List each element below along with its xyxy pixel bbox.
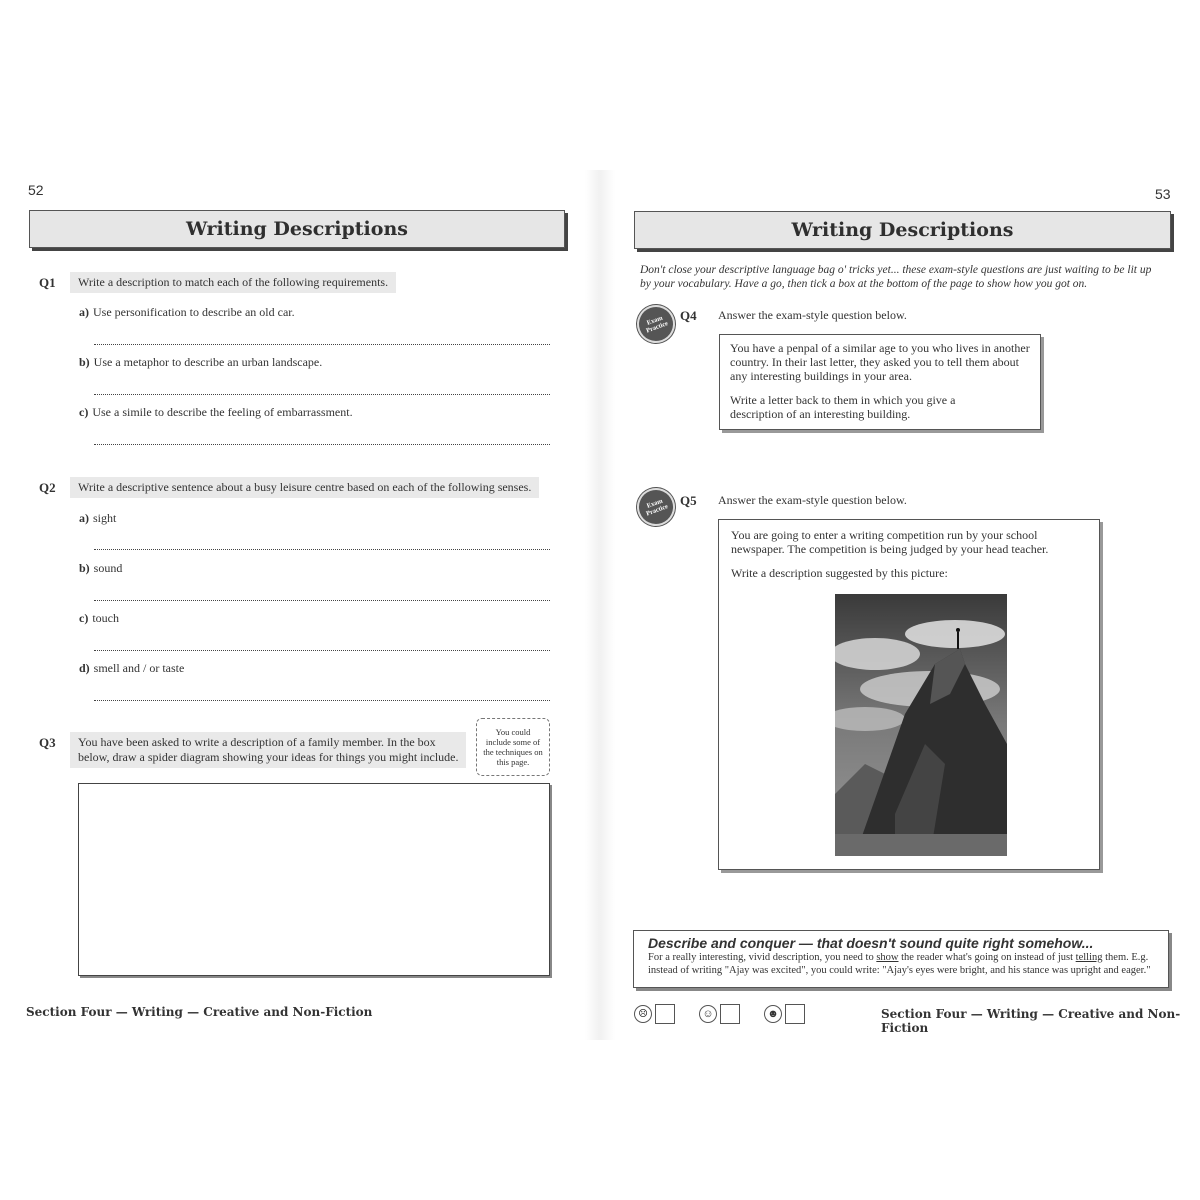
q2-number: Q2 xyxy=(39,480,56,495)
self-assessment-sad xyxy=(634,1004,675,1024)
right-title-text: Writing Descriptions xyxy=(791,219,1014,241)
q2-answer-line-c[interactable] xyxy=(94,650,550,651)
exam-practice-badge-q5 xyxy=(632,483,681,532)
q2-part-a-letter: a) xyxy=(79,511,89,525)
q2-part-d xyxy=(79,661,184,676)
q1-part-b-letter: b) xyxy=(79,355,90,369)
left-footer: Section Four — Writing — Creative and Non-Fiction xyxy=(26,1005,373,1019)
q1-number: Q1 xyxy=(39,275,56,290)
q1-answer-line-a[interactable] xyxy=(94,344,550,345)
right-footer: Section Four — Writing — Creative and Non-Fiction xyxy=(881,1007,1181,1035)
q3-prompt-line-1: You have been asked to write a description of a family member. In the box xyxy=(78,735,436,749)
mountain-climber-photo xyxy=(835,594,1007,856)
q4-paragraph-1: You have a penpal of a similar age to you who lives in another country. In their last letter, they asked you to tell them about any interesting buildings in your area. xyxy=(730,341,1030,383)
tip-show: show xyxy=(876,952,899,963)
exam-practice-badge-q4-text: Exam Practice xyxy=(645,314,670,335)
q2-part-a xyxy=(79,511,116,526)
q2-part-c-letter: c) xyxy=(79,611,89,625)
q2-answer-line-a[interactable] xyxy=(94,549,550,550)
q3-tip-text: You could include some of the techniques on this page. xyxy=(483,727,543,767)
left-page-number: 52 xyxy=(28,182,44,198)
right-page-title xyxy=(634,211,1171,249)
q2-prompt: Write a descriptive sentence about a busy leisure centre based on each of the following senses. xyxy=(70,477,539,498)
q2-part-d-text: smell and / or taste xyxy=(93,661,185,675)
q5-paragraph-1: You are going to enter a writing competition run by your school newspaper. The competition is being judged by your head teacher. xyxy=(731,528,1049,556)
left-page-title xyxy=(29,210,565,248)
book-spine xyxy=(585,170,615,1040)
q1-answer-line-c[interactable] xyxy=(94,444,550,445)
q1-part-c xyxy=(79,405,353,420)
neutral-face-icon: ☺ xyxy=(699,1005,717,1023)
q4-question-box xyxy=(719,334,1041,430)
q2-part-b-text: sound xyxy=(93,561,123,575)
tick-box-neutral[interactable] xyxy=(720,1004,740,1024)
q1-part-a-letter: a) xyxy=(79,305,89,319)
q1-part-c-text: Use a simile to describe the feeling of embarrassment. xyxy=(92,405,353,419)
sad-face-icon: ☹ xyxy=(634,1005,652,1023)
q2-part-b-letter: b) xyxy=(79,561,90,575)
tick-box-happy[interactable] xyxy=(785,1004,805,1024)
q2-answer-line-d[interactable] xyxy=(94,700,550,701)
q1-part-a xyxy=(79,305,295,320)
q5-prompt: Answer the exam-style question below. xyxy=(718,493,907,507)
tip-text-a: For a really interesting, vivid description, you need to xyxy=(648,952,877,963)
tip-body xyxy=(648,951,1154,977)
q4-number: Q4 xyxy=(680,308,697,323)
q5-paragraph-2: Write a description suggested by this picture: xyxy=(731,566,948,580)
q1-answer-line-b[interactable] xyxy=(94,394,550,395)
tip-text-c: them. E.g. instead of writing "Ajay was excited", you could write: "Ajay's eyes were bright, and his stance was upright and eager." xyxy=(648,952,1151,976)
tick-box-sad[interactable] xyxy=(655,1004,675,1024)
q4-prompt: Answer the exam-style question below. xyxy=(718,308,907,322)
q3-prompt xyxy=(70,732,466,768)
self-assessment-neutral xyxy=(699,1004,740,1024)
tip-telling: telling xyxy=(1075,952,1103,963)
q2-part-a-text: sight xyxy=(93,511,117,525)
q1-part-c-letter: c) xyxy=(79,405,89,419)
q2-answer-line-b[interactable] xyxy=(94,600,550,601)
q1-part-a-text: Use personification to describe an old car. xyxy=(93,305,295,319)
q2-part-c-text: touch xyxy=(92,611,119,625)
q3-number: Q3 xyxy=(39,735,56,750)
tip-heading: Describe and conquer — that doesn't sound quite right somehow... xyxy=(648,935,1094,951)
q2-part-d-letter: d) xyxy=(79,661,90,675)
intro-text: Don't close your descriptive language bag o' tricks yet... these exam-style questions are just waiting to be lit up by your vocabulary. Have a go, then tick a box at the bottom of the page to show how you got on. xyxy=(640,264,1152,290)
q3-spider-diagram-box[interactable] xyxy=(78,783,550,976)
q3-tip-note xyxy=(476,718,550,776)
q2-part-b xyxy=(79,561,122,576)
q3-prompt-line-2: below, draw a spider diagram showing your ideas for things you might include. xyxy=(78,750,459,764)
q1-part-b-text: Use a metaphor to describe an urban landscape. xyxy=(93,355,323,369)
q1-prompt: Write a description to match each of the following requirements. xyxy=(70,272,396,293)
exam-practice-badge-q5-text: Exam Practice xyxy=(645,497,670,518)
left-title-text: Writing Descriptions xyxy=(186,218,408,240)
q4-paragraph-2: Write a letter back to them in which you give a description of an interesting building. xyxy=(730,393,956,421)
right-page-number: 53 xyxy=(1155,186,1171,202)
q2-part-c xyxy=(79,611,119,626)
self-assessment-happy xyxy=(764,1004,805,1024)
q5-number: Q5 xyxy=(680,493,697,508)
tip-text-b: the reader what's going on instead of just xyxy=(898,952,1076,963)
tip-box xyxy=(633,930,1169,988)
q1-part-b xyxy=(79,355,322,370)
happy-face-icon: ☻ xyxy=(764,1005,782,1023)
exam-practice-badge-q4 xyxy=(632,300,681,349)
